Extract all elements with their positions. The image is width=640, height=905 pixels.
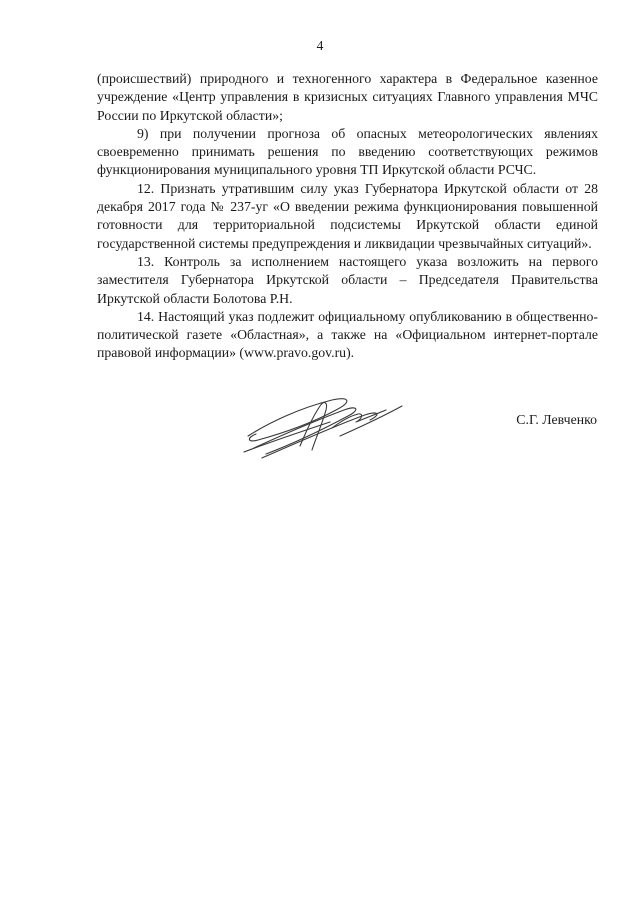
paragraph-item-14: 14. Настоящий указ подлежит официальному опубликованию в общественно-политической газете «Областная», а также на «Официальном интернет-портале правовой информации» (www.pravo.gov.ru). [97, 308, 598, 361]
paragraph-item-13: 13. Контроль за исполнением настоящего указа возложить на первого заместителя Губернатора Иркутской области – Председателя Правительства Иркутской области Болотова Р.Н. [97, 253, 598, 306]
paragraph-item-12: 12. Признать утратившим силу указ Губернатора Иркутской области от 28 декабря 2017 года № 237-уг «О введении режима функционирования повышенной готовности для территориальной подсистемы Иркутской области единой государственной системы предупреждения и ликвидации чрезвычайных ситуаций». [97, 180, 598, 251]
paragraph-continuation: (происшествий) природного и техногенного характера в Федеральное казенное учреждение «Центр управления в кризисных ситуациях Главного управления МЧС России по Иркутской области»; [97, 71, 598, 123]
handwritten-signature [240, 392, 410, 470]
document-body [97, 70, 598, 363]
page-number: 4 [316, 38, 324, 53]
signer-name: С.Г. Левченко [516, 412, 597, 427]
paragraph-item-9: 9) при получении прогноза об опасных метеорологических явлениях своевременно принимать решения по введению соответствующих режимов функционирования муниципального уровня ТП Иркутской области РСЧС. [97, 125, 598, 178]
